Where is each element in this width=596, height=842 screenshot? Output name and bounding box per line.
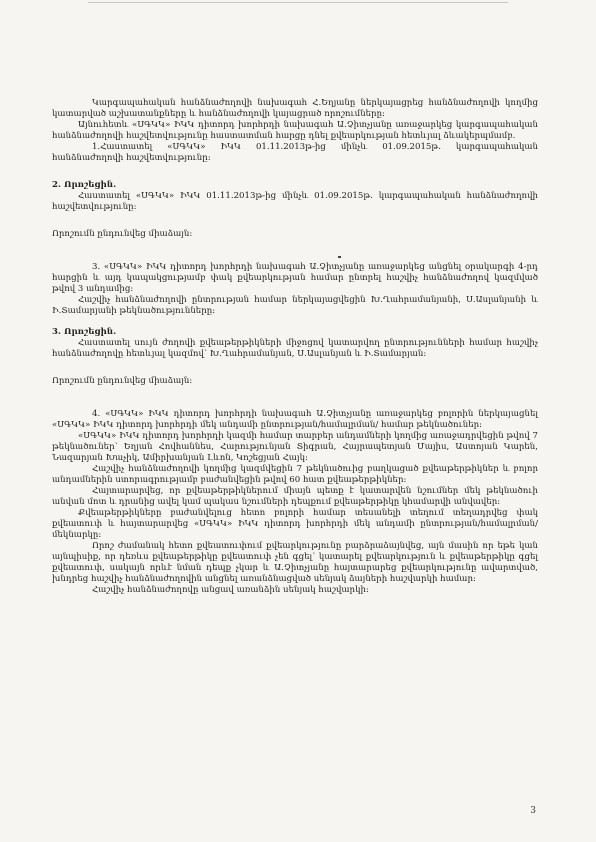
scan-edge-line <box>88 2 508 7</box>
paragraph-proposal: Այնուհետև «ՍԳԿԿ» ԻԿԿ դիտորդ խորհրդի նախագահ Ա.Չիտչյանը առաջարկեց կարգապահական հանձնաժողովի հաշվետվությունը հաստատման հարցը դնել քվեարկության հետևյալ ձևակերպմամբ. <box>52 120 538 141</box>
paragraph-decision-3-text: Հաստատել սույն ժողովի քվեաթերթիկների միջոցով կատարվող ընտրությունների համար հաշվիչ հանձնաժողովը հետևյալ կազմով՝ Խ.Ղահրամանյան, Ս.Ասլանյան և Ի.Տամարյան: <box>52 338 538 359</box>
paragraph-commission-report: Կարգապահական հանձնաժողովի նախագահ Հ.Եղյանը ներկայացրեց հանձնաժողովի կողմից կատարված աշխատանքները և հանձնաժողովի կայացրած որոշումները: <box>52 98 538 119</box>
document-body <box>52 98 538 596</box>
paragraph-unanimous-1: Որոշումն ընդունվեց միաձայն: <box>52 229 193 239</box>
paragraph-ballots: Հաշվիչ հանձնաժողովի կողմից կազմվեցին 7 թեկնածուից բաղկացած քվեաթերթիկներ և բոլոր անդամներին ստորագրությամբ բաժանվեցին թվով 60 հատ քվեաթերթիկներ: <box>52 464 538 485</box>
heading-decision-3: 3. Որոշեցին. <box>52 327 117 337</box>
paragraph-point-3: 3. «ՍԳԿԿ» ԻԿԿ դիտորդ խորհրդի նախագահ Ա.Չիտչյանը առաջարկեց անցնել օրակարգի 4-րդ հարցին և այդ կապակցությամբ փակ քվեարկության համար ընտրել հաշվիչ հանձնաժողով կազմված թվով 3 անդամից: <box>52 262 538 294</box>
paragraph-candidates-list: «ՍԳԿԿ» ԻԿԿ դիտորդ խորհրդի կազմի համար տարբեր անդամների կողմից առաջադրվեցին թվով 7 թեկնածուներ՝ Եղյան Հովհաննես, Հարությունյան Տիգրան, Հայրապետյան Մայիս, Աստոյան Կարեն, Նազարյան Խաչիկ, Ամիրխանյան Լևոն, Կոշեցյան Հայկ: <box>52 431 538 463</box>
paragraph-ballot-box: Քվեաթերթիկները բաժանվելուց հետո բոլորի համար տեսանելի տեղում տեղադրվեց փակ քվեատուփ և հայտարարվեց «ՍԳԿԿ» ԻԿԿ դիտորդ խորհրդի մեկ անդամի ընտրության/համալրման/ մեկնարկը: <box>52 508 538 540</box>
paragraph-unanimous-2: Որոշումն ընդունվեց միաձայն: <box>52 376 193 386</box>
paragraph-counting-room: Հաշվիչ հանձնաժողովը անցավ առանձին սենյակ հաշվարկի: <box>92 585 369 595</box>
dash-mark <box>338 256 341 258</box>
paragraph-point-4: 4. «ՍԳԿԿ» ԻԿԿ դիտորդ խորհրդի նախագահ Ա.Չիտչյանը առաջարկեց բոլորին ներկայացնել «ՍԳԿԿ» ԻԿԿ դիտորդ խորհրդի մեկ անդամի ընտրության/համալրման/ համար թեկնածուներ: <box>52 409 538 430</box>
paragraph-point-1: 1.Հաստատել «ՍԳԿԿ» ԻԿԿ 01.11.2013թ-ից մինչև 01.09.2015թ. կարգապահական հանձնաժողովի հաշվետվությունը: <box>52 142 538 163</box>
paragraph-invalid-rule: Հայտարարվեց, որ քվեաթերթիկներում միայն պետք է կատարվեն նշումներ մեկ թեկնածուի անվան մոտ և դրանից ավել կամ պակաս նշումների դեպքում քվեաթերթիկը կհամարվի անվավեր: <box>52 486 538 507</box>
paragraph-decision-2-text: Հաստատել «ՍԳԿԿ» ԻԿԿ 01.11.2013թ-ից մինչև 01.09.2015թ. կարգապահական հանձնաժողովի հաշվետվությունը: <box>52 191 538 212</box>
heading-decision-2: 2. Որոշեցին. <box>52 180 117 190</box>
paragraph-voting-ended: Որոշ ժամանակ հետո քվեատուփում քվեարկությունը բարձրաձայնվեց, այն մասին որ եթե կան այնպիսիք, որ դեռևս քվեաթերթիկը քվեատուփ չեն գցել՝ կատարել քվեարկություն և քվեաթերթիկը գցել քվեատուփ, սակայն որևէ նման դեպք չկար և Ա.Չիտչյանը հայտարարեց քվեարկությունը ավարտված, խնդրեց հաշվիչ հանձնաժողովին անցնել առանձնացված սենյակ ձայների հաշվարկի համար: <box>52 541 538 584</box>
paragraph-counting-candidates: Հաշվիչ հանձնաժողովի ընտրության համար ներկայացվեցին Խ.Ղահրամանյանի, Ս.Ասլանյանի և Ի.Տամարյանի թեկնածությունները: <box>52 295 538 316</box>
page-number: 3 <box>530 806 536 816</box>
